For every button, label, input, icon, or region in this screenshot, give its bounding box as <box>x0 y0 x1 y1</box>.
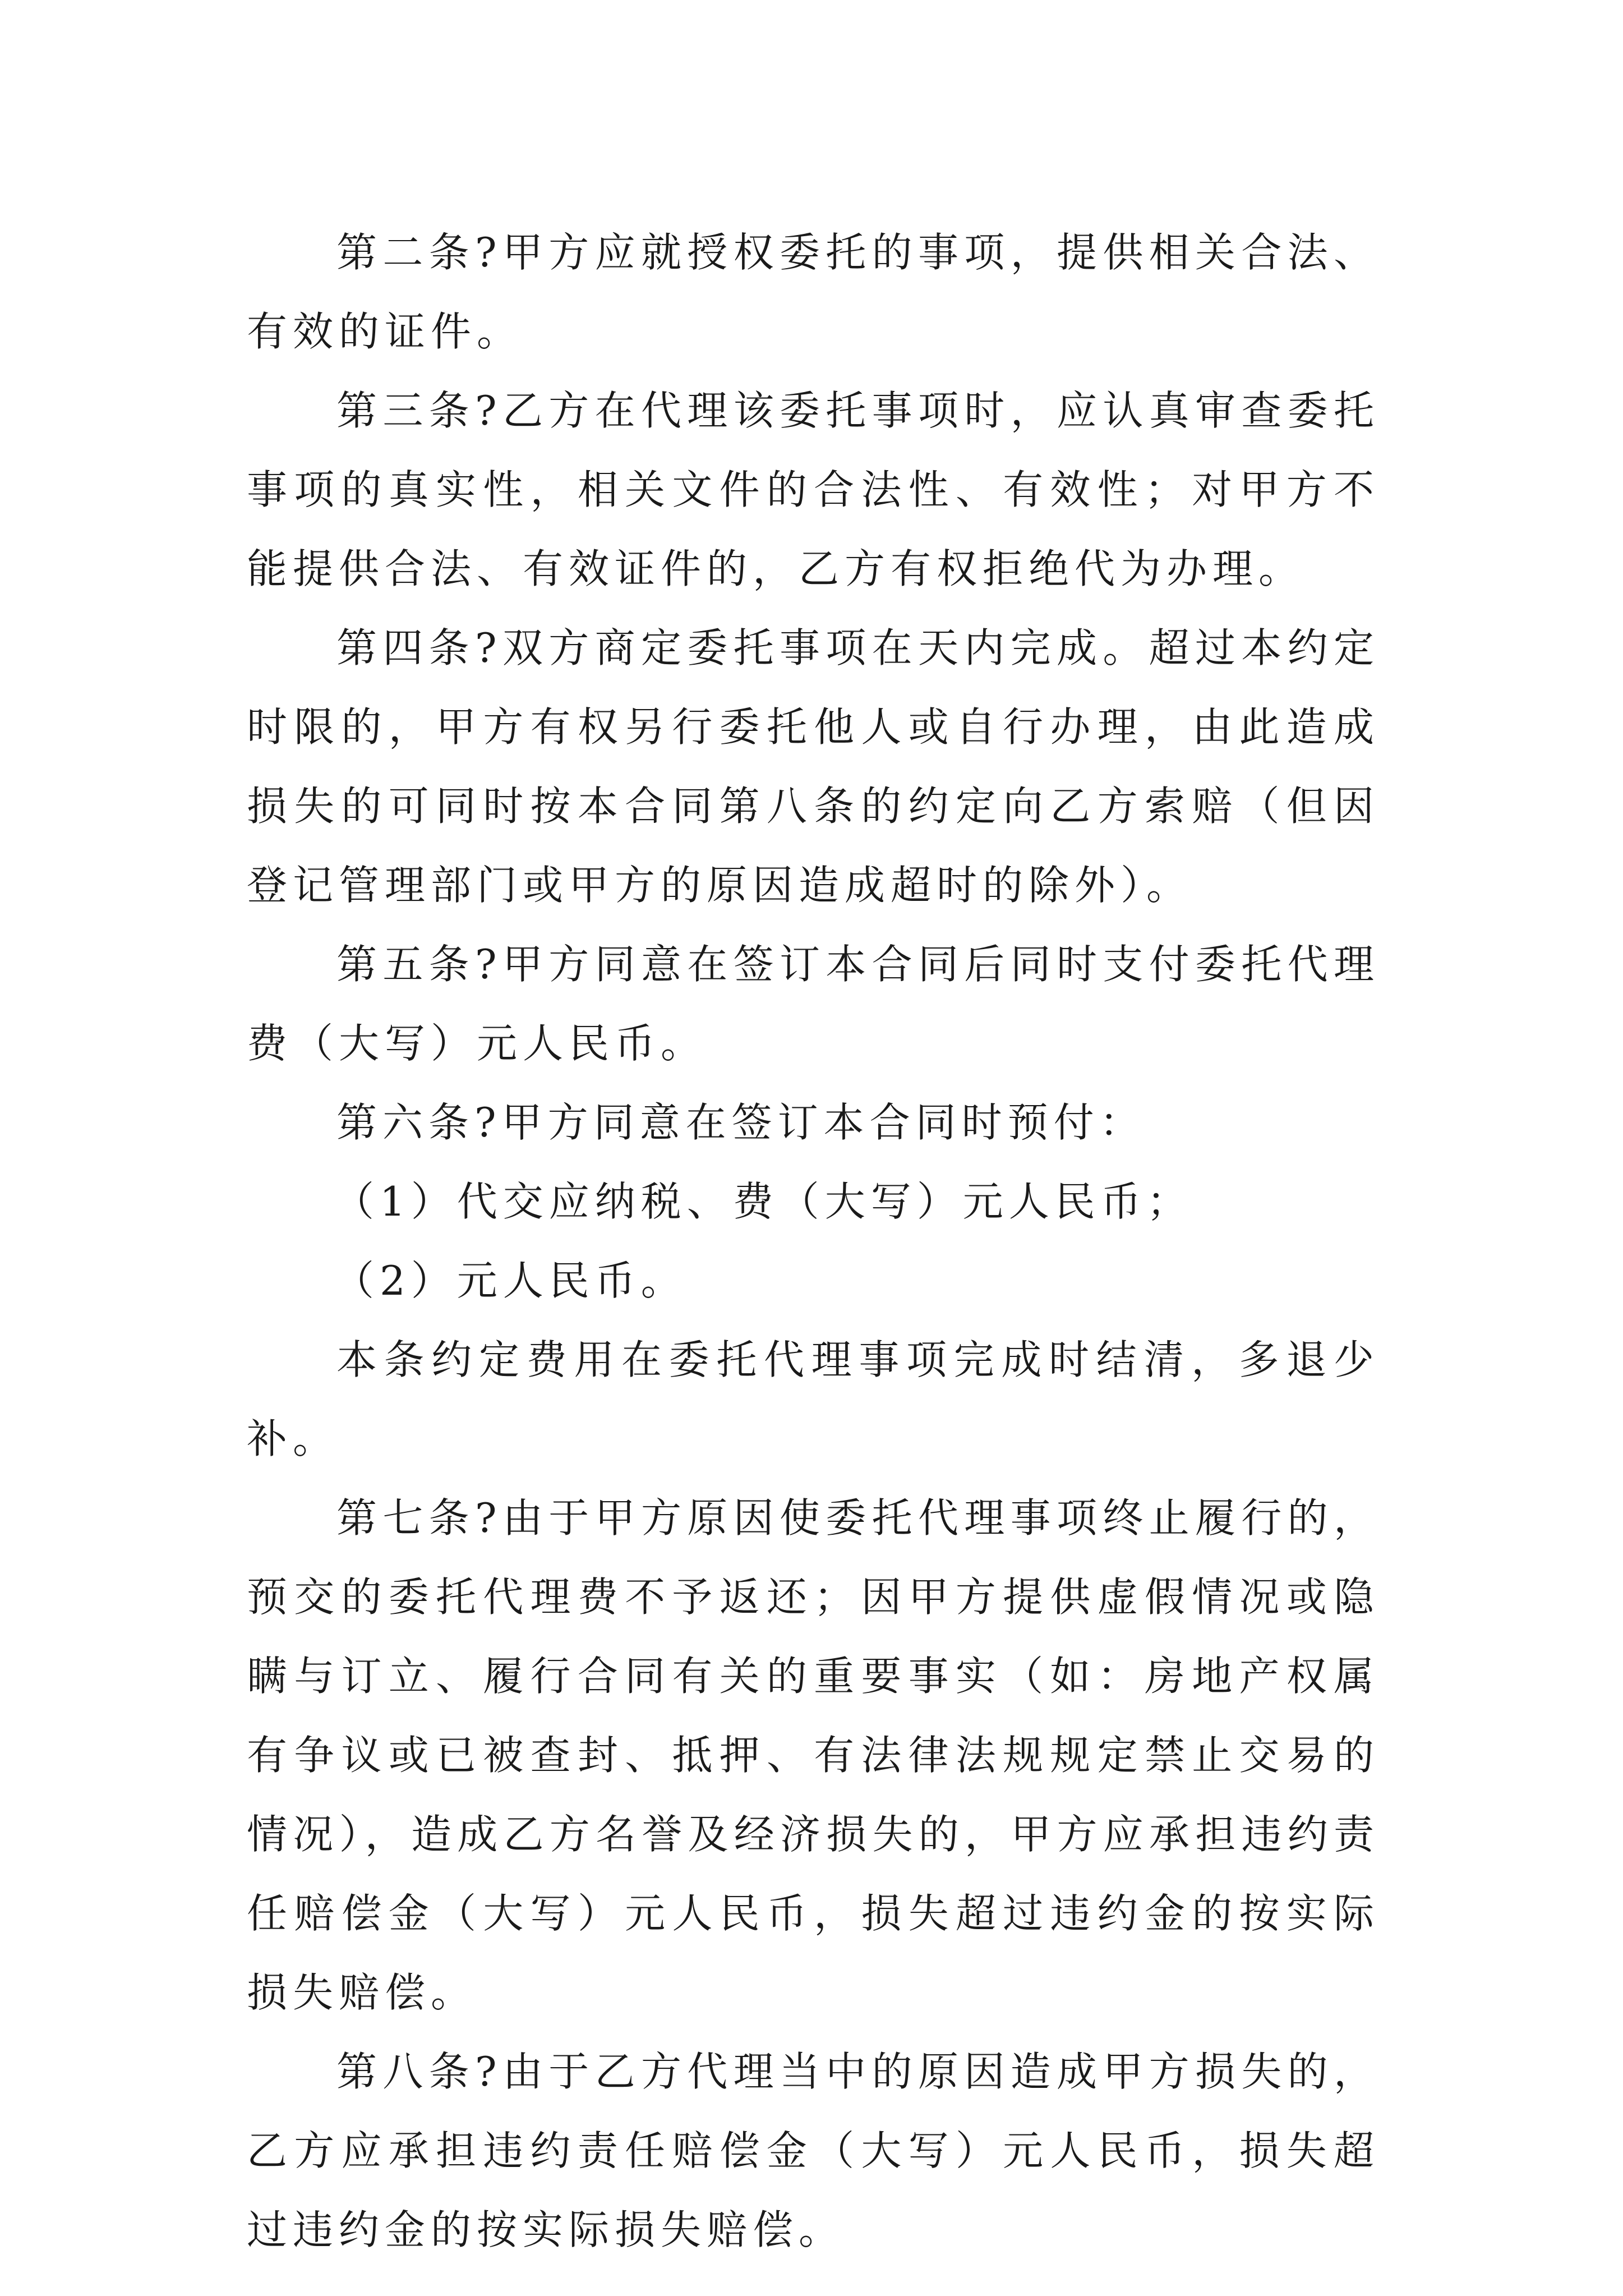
document-body <box>247 213 1380 2270</box>
clause-6-settlement-note: 本条约定费用在委托代理事项完成时结清，多退少补。 <box>247 1336 1380 1462</box>
clause-7-paragraph: 第七条?由于甲方原因使委托代理事项终止履行的，预交的委托代理费不予返还；因甲方提供虚假情况或隐瞒与订立、履行合同有关的重要事实（如：房地产权属有争议或已被查封、抵押、有法律法规规定禁止交易的情况），造成乙方名誉及经济损失的，甲方应承担违约责任赔偿金（大写）元人民币，损失超过违约金的按实际损失赔偿。 <box>247 1494 1380 2016</box>
clause-3-paragraph: 第三条?乙方在代理该委托事项时，应认真审查委托事项的真实性，相关文件的合法性、有效性；对甲方不能提供合法、有效证件的，乙方有权拒绝代为办理。 <box>247 387 1380 592</box>
clause-8-paragraph: 第八条?由于乙方代理当中的原因造成甲方损失的，乙方应承担违约责任赔偿金（大写）元人民币，损失超过违约金的按实际损失赔偿。 <box>247 2048 1380 2253</box>
clause-6-item-1: （1）代交应纳税、费（大写）元人民币； <box>334 1178 1193 1225</box>
clause-4-paragraph: 第四条?双方商定委托事项在天内完成。超过本约定时限的，甲方有权另行委托他人或自行办理，由此造成损失的可同时按本合同第八条的约定向乙方索赔（但因登记管理部门或甲方的原因造成超时的除外）。 <box>247 624 1380 909</box>
clause-5-paragraph: 第五条?甲方同意在签订本合同后同时支付委托代理费（大写）元人民币。 <box>247 941 1380 1067</box>
clause-2-paragraph: 第二条?甲方应就授权委托的事项，提供相关合法、有效的证件。 <box>247 229 1380 355</box>
clause-6-paragraph: 第六条?甲方同意在签订本合同时预付： <box>336 1099 1146 1146</box>
clause-6-item-2: （2）元人民币。 <box>334 1257 687 1304</box>
